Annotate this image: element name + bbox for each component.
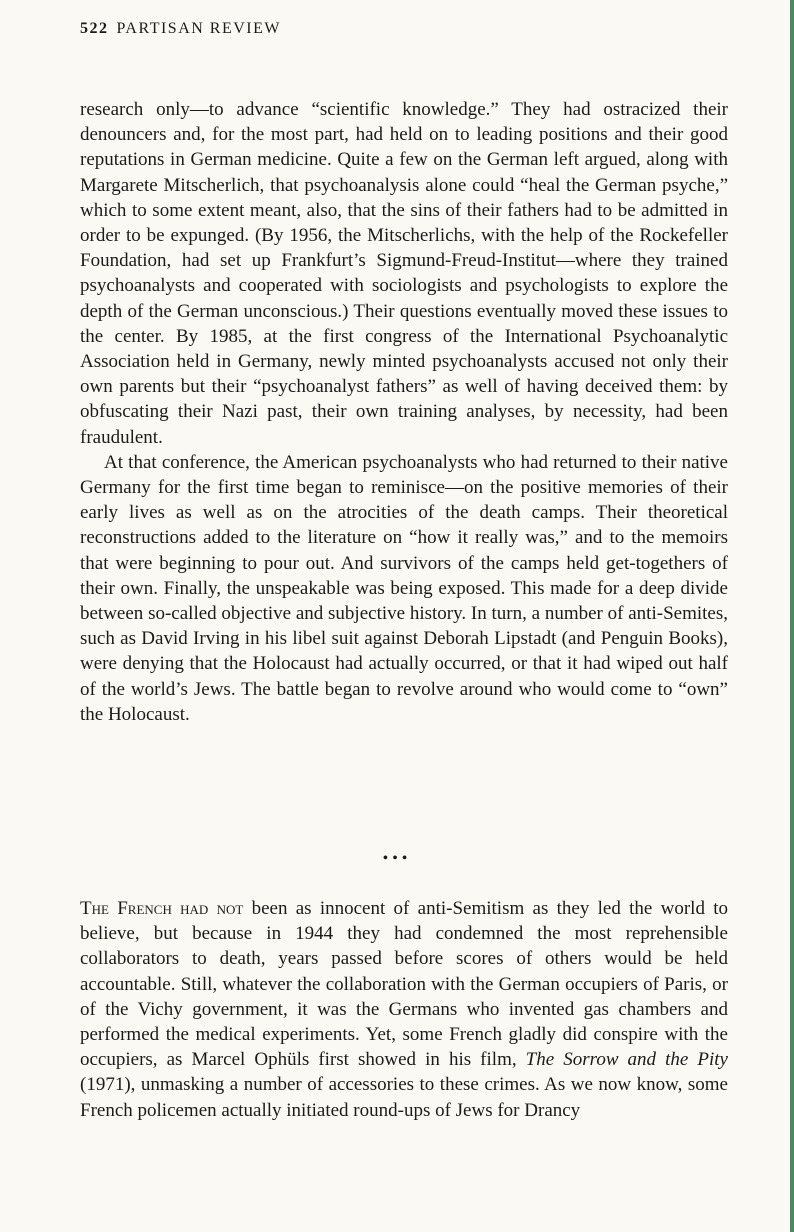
page-number: 522: [80, 20, 109, 37]
page-edge-marker: [790, 0, 794, 1232]
section-lead-in: The French had not: [80, 898, 244, 919]
paragraph-french: [80, 896, 728, 1123]
body-text-top: [80, 97, 728, 727]
running-head: [80, 20, 281, 38]
film-title: The Sorrow and the Pity: [525, 1049, 728, 1071]
paragraph-french-text-2: (1971), unmasking a number of accessories to these crimes. As we now know, some French policemen actually initiated round-ups of Jews for Drancy: [80, 1074, 728, 1121]
section-break-ornament: •••: [382, 850, 412, 867]
paragraph-french-text-1: been as innocent of anti-Semitism as they led the world to believe, but because in 1944 they had condemned the most reprehensible collaborators to death, years passed before scores of others would be held accountable. Still, whatever the collaboration with the German occupiers of Paris, or of the Vichy government, it was the Germans who invented gas chambers and performed the medical experiments. Yet, some French gladly did conspire with the occupiers, as Marcel Ophüls first showed in his film,: [80, 898, 728, 1071]
journal-title: PARTISAN REVIEW: [116, 20, 282, 37]
paragraph-conference: At that conference, the American psychoanalysts who had returned to their native Germany for the first time began to reminisce—on the positive memories of their early lives as well as on the atrocities of the death camps. Their theoretical reconstructions added to the literature on “how it really was,” and to the memoirs that were beginning to pour out. And survivors of the camps held get-togethers of their own. Finally, the unspeakable was being exposed. This made for a deep divide between so-called objective and subjective history. In turn, a number of anti-Semites, such as David Irving in his libel suit against Deborah Lipstadt (and Penguin Books), were denying that the Holocaust had actually occurred, or that it had wiped out half of the world’s Jews. The battle began to revolve around who would come to “own” the Holocaust.: [80, 451, 728, 725]
paragraph-continued: research only—to advance “scientific knowledge.” They had ostracized their denouncers and, for the most part, had held on to leading positions and their good reputations in German medicine. Quite a few on the German left argued, along with Margarete Mitscherlich, that psychoanalysis alone could “heal the German psyche,” which to some extent meant, also, that the sins of their fathers had to be admitted in order to be expunged. (By 1956, the Mitscherlichs, with the help of the Rockefeller Foundation, had set up Frankfurt’s Sigmund-Freud-Institut—where they trained psychoanalysts and cooperated with sociologists and psychologists to explore the depth of the German unconscious.) Their questions eventually moved these issues to the center. By 1985, at the first congress of the International Psychoanalytic Association held in Germany, newly minted psychoanalysts accused not only their own parents but their “psychoanalyst fathers” as well of having deceived them: by obfuscating their Nazi past, their own training analyses, by necessity, had been fraudulent.: [80, 99, 728, 448]
body-text-bottom: [80, 896, 728, 1123]
